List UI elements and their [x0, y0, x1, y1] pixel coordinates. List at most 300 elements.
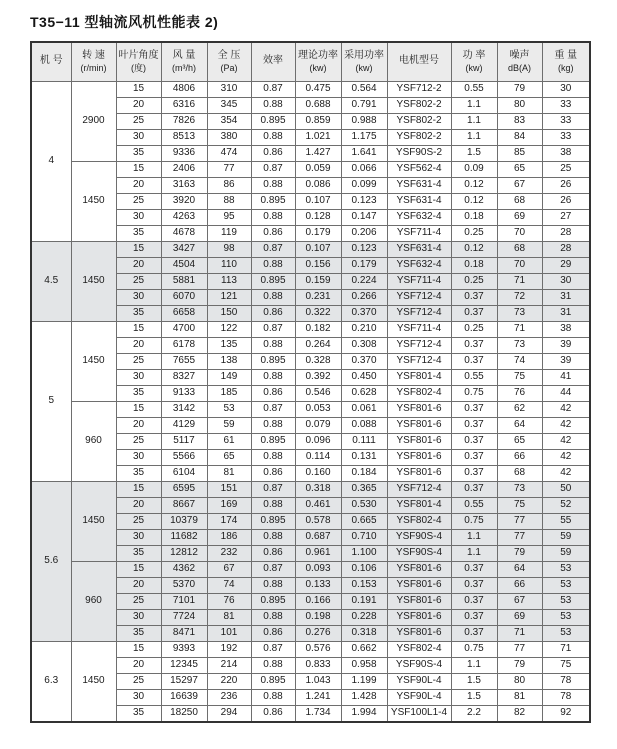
table-row — [31, 162, 590, 178]
power-cell: 0.37 — [451, 434, 497, 450]
power-cell: 0.09 — [451, 162, 497, 178]
motor-model-cell: YSF801-6 — [387, 578, 451, 594]
efficiency-cell: 0.895 — [251, 674, 295, 690]
blade-angle-cell: 20 — [116, 178, 161, 194]
weight-cell: 33 — [542, 98, 590, 114]
noise-cell: 66 — [497, 450, 542, 466]
blade-angle-cell: 35 — [116, 626, 161, 642]
table-row — [31, 82, 590, 98]
motor-model-cell: YSF801-6 — [387, 450, 451, 466]
noise-cell: 75 — [497, 498, 542, 514]
weight-cell: 42 — [542, 450, 590, 466]
adopted-power-cell: 0.370 — [341, 354, 387, 370]
total-pressure-cell: 354 — [207, 114, 251, 130]
blade-angle-cell: 30 — [116, 450, 161, 466]
total-pressure-cell: 101 — [207, 626, 251, 642]
blade-angle-cell: 30 — [116, 530, 161, 546]
total-pressure-cell: 110 — [207, 258, 251, 274]
weight-cell: 42 — [542, 466, 590, 482]
weight-cell: 33 — [542, 114, 590, 130]
motor-model-cell: YSF802-2 — [387, 114, 451, 130]
adopted-power-cell: 0.099 — [341, 178, 387, 194]
power-cell: 0.12 — [451, 242, 497, 258]
power-cell: 0.25 — [451, 274, 497, 290]
power-cell: 0.12 — [451, 178, 497, 194]
weight-cell: 30 — [542, 274, 590, 290]
motor-model-cell: YSF562-4 — [387, 162, 451, 178]
adopted-power-cell: 0.061 — [341, 402, 387, 418]
power-cell: 0.37 — [451, 338, 497, 354]
blade-angle-cell: 15 — [116, 402, 161, 418]
air-volume-cell: 6178 — [161, 338, 207, 354]
noise-cell: 80 — [497, 674, 542, 690]
adopted-power-cell: 0.662 — [341, 642, 387, 658]
power-cell: 0.37 — [451, 594, 497, 610]
blade-angle-cell: 30 — [116, 130, 161, 146]
adopted-power-cell: 0.123 — [341, 194, 387, 210]
air-volume-cell: 15297 — [161, 674, 207, 690]
theoretical-power-cell: 0.133 — [295, 578, 341, 594]
total-pressure-cell: 474 — [207, 146, 251, 162]
theoretical-power-cell: 0.166 — [295, 594, 341, 610]
air-volume-cell: 4263 — [161, 210, 207, 226]
adopted-power-cell: 0.450 — [341, 370, 387, 386]
adopted-power-cell: 0.665 — [341, 514, 387, 530]
page-title: T35−11 型轴流风机性能表 2) — [30, 14, 219, 30]
efficiency-cell: 0.87 — [251, 402, 295, 418]
motor-model-cell: YSF631-4 — [387, 242, 451, 258]
blade-angle-cell: 15 — [116, 642, 161, 658]
adopted-power-cell: 0.365 — [341, 482, 387, 498]
air-volume-cell: 4700 — [161, 322, 207, 338]
total-pressure-cell: 95 — [207, 210, 251, 226]
adopted-power-cell: 0.564 — [341, 82, 387, 98]
motor-model-cell: YSF711-4 — [387, 274, 451, 290]
total-pressure-cell: 81 — [207, 466, 251, 482]
efficiency-cell: 0.88 — [251, 498, 295, 514]
blade-angle-cell: 30 — [116, 290, 161, 306]
weight-cell: 26 — [542, 178, 590, 194]
air-volume-cell: 6316 — [161, 98, 207, 114]
adopted-power-cell: 0.266 — [341, 290, 387, 306]
theoretical-power-cell: 0.578 — [295, 514, 341, 530]
weight-cell: 53 — [542, 562, 590, 578]
weight-cell: 52 — [542, 498, 590, 514]
adopted-power-cell: 0.131 — [341, 450, 387, 466]
total-pressure-cell: 151 — [207, 482, 251, 498]
efficiency-cell: 0.87 — [251, 242, 295, 258]
blade-angle-cell: 15 — [116, 162, 161, 178]
total-pressure-cell: 59 — [207, 418, 251, 434]
air-volume-cell: 4678 — [161, 226, 207, 242]
machine-no-cell: 4 — [31, 82, 71, 242]
motor-model-cell: YSF802-2 — [387, 98, 451, 114]
efficiency-cell: 0.88 — [251, 418, 295, 434]
adopted-power-cell: 0.088 — [341, 418, 387, 434]
adopted-power-cell: 0.147 — [341, 210, 387, 226]
theoretical-power-cell: 0.107 — [295, 194, 341, 210]
noise-cell: 70 — [497, 226, 542, 242]
weight-cell: 42 — [542, 434, 590, 450]
blade-angle-cell: 20 — [116, 418, 161, 434]
theoretical-power-cell: 1.427 — [295, 146, 341, 162]
blade-angle-cell: 15 — [116, 482, 161, 498]
total-pressure-cell: 61 — [207, 434, 251, 450]
efficiency-cell: 0.895 — [251, 114, 295, 130]
blade-angle-cell: 20 — [116, 498, 161, 514]
efficiency-cell: 0.895 — [251, 194, 295, 210]
air-volume-cell: 6070 — [161, 290, 207, 306]
speed-cell: 1450 — [71, 162, 116, 242]
theoretical-power-cell: 0.688 — [295, 98, 341, 114]
motor-model-cell: YSF90S-4 — [387, 658, 451, 674]
adopted-power-cell: 0.191 — [341, 594, 387, 610]
motor-model-cell: YSF712-2 — [387, 82, 451, 98]
efficiency-cell: 0.87 — [251, 642, 295, 658]
theoretical-power-cell: 0.128 — [295, 210, 341, 226]
motor-model-cell: YSF90L-4 — [387, 674, 451, 690]
noise-cell: 67 — [497, 594, 542, 610]
noise-cell: 79 — [497, 658, 542, 674]
machine-no-cell: 5 — [31, 322, 71, 482]
motor-model-cell: YSF631-4 — [387, 194, 451, 210]
weight-cell: 31 — [542, 290, 590, 306]
blade-angle-cell: 25 — [116, 674, 161, 690]
noise-cell: 76 — [497, 386, 542, 402]
noise-cell: 73 — [497, 306, 542, 322]
noise-cell: 77 — [497, 514, 542, 530]
total-pressure-cell: 138 — [207, 354, 251, 370]
blade-angle-cell: 25 — [116, 274, 161, 290]
col-header-blade-angle: 叶片角度 (度) — [116, 42, 161, 82]
blade-angle-cell: 25 — [116, 194, 161, 210]
adopted-power-cell: 0.224 — [341, 274, 387, 290]
adopted-power-cell: 1.175 — [341, 130, 387, 146]
total-pressure-cell: 119 — [207, 226, 251, 242]
speed-cell: 1450 — [71, 642, 116, 723]
noise-cell: 72 — [497, 290, 542, 306]
efficiency-cell: 0.88 — [251, 98, 295, 114]
col-header-adopted-power: 采用功率 (kw) — [341, 42, 387, 82]
noise-cell: 69 — [497, 210, 542, 226]
weight-cell: 41 — [542, 370, 590, 386]
motor-model-cell: YSF90S-2 — [387, 146, 451, 162]
air-volume-cell: 8667 — [161, 498, 207, 514]
noise-cell: 70 — [497, 258, 542, 274]
motor-model-cell: YSF90S-4 — [387, 546, 451, 562]
noise-cell: 77 — [497, 642, 542, 658]
blade-angle-cell: 35 — [116, 466, 161, 482]
efficiency-cell: 0.87 — [251, 482, 295, 498]
blade-angle-cell: 30 — [116, 610, 161, 626]
blade-angle-cell: 35 — [116, 706, 161, 723]
efficiency-cell: 0.86 — [251, 226, 295, 242]
blade-angle-cell: 35 — [116, 226, 161, 242]
power-cell: 0.75 — [451, 386, 497, 402]
total-pressure-cell: 77 — [207, 162, 251, 178]
adopted-power-cell: 1.100 — [341, 546, 387, 562]
air-volume-cell: 3920 — [161, 194, 207, 210]
weight-cell: 25 — [542, 162, 590, 178]
efficiency-cell: 0.88 — [251, 130, 295, 146]
machine-no-cell: 4.5 — [31, 242, 71, 322]
motor-model-cell: YSF711-4 — [387, 226, 451, 242]
total-pressure-cell: 345 — [207, 98, 251, 114]
theoretical-power-cell: 1.021 — [295, 130, 341, 146]
air-volume-cell: 7724 — [161, 610, 207, 626]
air-volume-cell: 4504 — [161, 258, 207, 274]
noise-cell: 81 — [497, 690, 542, 706]
air-volume-cell: 10379 — [161, 514, 207, 530]
noise-cell: 71 — [497, 274, 542, 290]
table-body — [31, 82, 590, 723]
efficiency-cell: 0.88 — [251, 690, 295, 706]
adopted-power-cell: 0.318 — [341, 626, 387, 642]
air-volume-cell: 8471 — [161, 626, 207, 642]
blade-angle-cell: 20 — [116, 578, 161, 594]
weight-cell: 28 — [542, 226, 590, 242]
air-volume-cell: 12812 — [161, 546, 207, 562]
total-pressure-cell: 65 — [207, 450, 251, 466]
noise-cell: 64 — [497, 562, 542, 578]
efficiency-cell: 0.87 — [251, 322, 295, 338]
efficiency-cell: 0.895 — [251, 514, 295, 530]
blade-angle-cell: 15 — [116, 322, 161, 338]
power-cell: 0.25 — [451, 322, 497, 338]
noise-cell: 85 — [497, 146, 542, 162]
efficiency-cell: 0.88 — [251, 210, 295, 226]
total-pressure-cell: 88 — [207, 194, 251, 210]
efficiency-cell: 0.88 — [251, 530, 295, 546]
total-pressure-cell: 294 — [207, 706, 251, 723]
adopted-power-cell: 0.111 — [341, 434, 387, 450]
total-pressure-cell: 53 — [207, 402, 251, 418]
theoretical-power-cell: 0.546 — [295, 386, 341, 402]
table-row — [31, 562, 590, 578]
power-cell: 0.37 — [451, 290, 497, 306]
air-volume-cell: 3163 — [161, 178, 207, 194]
noise-cell: 65 — [497, 434, 542, 450]
efficiency-cell: 0.88 — [251, 658, 295, 674]
power-cell: 1.5 — [451, 674, 497, 690]
power-cell: 1.1 — [451, 114, 497, 130]
total-pressure-cell: 185 — [207, 386, 251, 402]
theoretical-power-cell: 0.086 — [295, 178, 341, 194]
theoretical-power-cell: 0.833 — [295, 658, 341, 674]
efficiency-cell: 0.86 — [251, 706, 295, 723]
theoretical-power-cell: 0.276 — [295, 626, 341, 642]
air-volume-cell: 5566 — [161, 450, 207, 466]
efficiency-cell: 0.87 — [251, 562, 295, 578]
efficiency-cell: 0.88 — [251, 450, 295, 466]
power-cell: 0.37 — [451, 482, 497, 498]
adopted-power-cell: 0.210 — [341, 322, 387, 338]
weight-cell: 38 — [542, 146, 590, 162]
efficiency-cell: 0.86 — [251, 306, 295, 322]
weight-cell: 59 — [542, 530, 590, 546]
total-pressure-cell: 214 — [207, 658, 251, 674]
power-cell: 0.37 — [451, 450, 497, 466]
weight-cell: 26 — [542, 194, 590, 210]
power-cell: 0.37 — [451, 562, 497, 578]
motor-model-cell: YSF801-4 — [387, 498, 451, 514]
power-cell: 0.37 — [451, 354, 497, 370]
blade-angle-cell: 20 — [116, 98, 161, 114]
air-volume-cell: 9336 — [161, 146, 207, 162]
noise-cell: 62 — [497, 402, 542, 418]
motor-model-cell: YSF632-4 — [387, 258, 451, 274]
power-cell: 0.55 — [451, 498, 497, 514]
adopted-power-cell: 1.641 — [341, 146, 387, 162]
noise-cell: 71 — [497, 322, 542, 338]
theoretical-power-cell: 0.318 — [295, 482, 341, 498]
table-row — [31, 642, 590, 658]
weight-cell: 53 — [542, 578, 590, 594]
power-cell: 0.37 — [451, 306, 497, 322]
noise-cell: 66 — [497, 578, 542, 594]
motor-model-cell: YSF801-6 — [387, 610, 451, 626]
air-volume-cell: 8513 — [161, 130, 207, 146]
power-cell: 0.37 — [451, 466, 497, 482]
power-cell: 1.1 — [451, 530, 497, 546]
air-volume-cell: 3142 — [161, 402, 207, 418]
col-header-motor-model: 电机型号 — [387, 42, 451, 82]
theoretical-power-cell: 0.053 — [295, 402, 341, 418]
weight-cell: 55 — [542, 514, 590, 530]
total-pressure-cell: 150 — [207, 306, 251, 322]
power-cell: 1.1 — [451, 130, 497, 146]
blade-angle-cell: 25 — [116, 114, 161, 130]
speed-cell: 1450 — [71, 482, 116, 562]
col-header-air-volume: 风 量 (m³/h) — [161, 42, 207, 82]
noise-cell: 77 — [497, 530, 542, 546]
total-pressure-cell: 121 — [207, 290, 251, 306]
weight-cell: 30 — [542, 82, 590, 98]
blade-angle-cell: 15 — [116, 562, 161, 578]
efficiency-cell: 0.86 — [251, 386, 295, 402]
blade-angle-cell: 25 — [116, 514, 161, 530]
noise-cell: 79 — [497, 82, 542, 98]
efficiency-cell: 0.87 — [251, 162, 295, 178]
adopted-power-cell: 1.199 — [341, 674, 387, 690]
air-volume-cell: 6658 — [161, 306, 207, 322]
weight-cell: 31 — [542, 306, 590, 322]
blade-angle-cell: 35 — [116, 306, 161, 322]
machine-no-cell: 6.3 — [31, 642, 71, 723]
theoretical-power-cell: 0.159 — [295, 274, 341, 290]
motor-model-cell: YSF712-4 — [387, 354, 451, 370]
weight-cell: 27 — [542, 210, 590, 226]
adopted-power-cell: 0.958 — [341, 658, 387, 674]
air-volume-cell: 8327 — [161, 370, 207, 386]
weight-cell: 53 — [542, 610, 590, 626]
table-row — [31, 322, 590, 338]
noise-cell: 68 — [497, 194, 542, 210]
air-volume-cell: 7655 — [161, 354, 207, 370]
theoretical-power-cell: 0.079 — [295, 418, 341, 434]
weight-cell: 33 — [542, 130, 590, 146]
air-volume-cell: 9393 — [161, 642, 207, 658]
total-pressure-cell: 169 — [207, 498, 251, 514]
noise-cell: 73 — [497, 482, 542, 498]
motor-model-cell: YSF801-6 — [387, 594, 451, 610]
adopted-power-cell: 0.123 — [341, 242, 387, 258]
adopted-power-cell: 0.530 — [341, 498, 387, 514]
theoretical-power-cell: 1.734 — [295, 706, 341, 723]
noise-cell: 84 — [497, 130, 542, 146]
motor-model-cell: YSF801-4 — [387, 370, 451, 386]
air-volume-cell: 12345 — [161, 658, 207, 674]
fan-performance-table — [30, 41, 591, 723]
blade-angle-cell: 30 — [116, 210, 161, 226]
noise-cell: 68 — [497, 466, 542, 482]
power-cell: 2.2 — [451, 706, 497, 723]
air-volume-cell: 5117 — [161, 434, 207, 450]
adopted-power-cell: 0.184 — [341, 466, 387, 482]
efficiency-cell: 0.895 — [251, 354, 295, 370]
col-header-total-pressure: 全 压 (Pa) — [207, 42, 251, 82]
weight-cell: 59 — [542, 546, 590, 562]
power-cell: 0.25 — [451, 226, 497, 242]
motor-model-cell: YSF801-6 — [387, 562, 451, 578]
power-cell: 0.55 — [451, 82, 497, 98]
efficiency-cell: 0.88 — [251, 610, 295, 626]
motor-model-cell: YSF712-4 — [387, 290, 451, 306]
noise-cell: 69 — [497, 610, 542, 626]
motor-model-cell: YSF802-4 — [387, 514, 451, 530]
col-header-speed: 转 速 (r/min) — [71, 42, 116, 82]
weight-cell: 39 — [542, 354, 590, 370]
speed-cell: 2900 — [71, 82, 116, 162]
adopted-power-cell: 0.153 — [341, 578, 387, 594]
adopted-power-cell: 0.066 — [341, 162, 387, 178]
air-volume-cell: 4129 — [161, 418, 207, 434]
total-pressure-cell: 98 — [207, 242, 251, 258]
total-pressure-cell: 186 — [207, 530, 251, 546]
efficiency-cell: 0.88 — [251, 290, 295, 306]
speed-cell: 1450 — [71, 322, 116, 402]
air-volume-cell: 4806 — [161, 82, 207, 98]
theoretical-power-cell: 0.179 — [295, 226, 341, 242]
power-cell: 1.1 — [451, 98, 497, 114]
noise-cell: 79 — [497, 546, 542, 562]
efficiency-cell: 0.88 — [251, 178, 295, 194]
header-row — [31, 42, 590, 82]
table-row — [31, 402, 590, 418]
weight-cell: 50 — [542, 482, 590, 498]
adopted-power-cell: 0.710 — [341, 530, 387, 546]
power-cell: 0.18 — [451, 258, 497, 274]
total-pressure-cell: 135 — [207, 338, 251, 354]
motor-model-cell: YSF712-4 — [387, 306, 451, 322]
theoretical-power-cell: 0.475 — [295, 82, 341, 98]
motor-model-cell: YSF90S-4 — [387, 530, 451, 546]
air-volume-cell: 6595 — [161, 482, 207, 498]
noise-cell: 83 — [497, 114, 542, 130]
col-header-machine-no: 机 号 — [31, 42, 71, 82]
total-pressure-cell: 76 — [207, 594, 251, 610]
theoretical-power-cell: 0.687 — [295, 530, 341, 546]
weight-cell: 42 — [542, 402, 590, 418]
total-pressure-cell: 86 — [207, 178, 251, 194]
motor-model-cell: YSF801-6 — [387, 418, 451, 434]
theoretical-power-cell: 0.093 — [295, 562, 341, 578]
efficiency-cell: 0.895 — [251, 274, 295, 290]
weight-cell: 39 — [542, 338, 590, 354]
power-cell: 1.5 — [451, 690, 497, 706]
total-pressure-cell: 113 — [207, 274, 251, 290]
air-volume-cell: 2406 — [161, 162, 207, 178]
